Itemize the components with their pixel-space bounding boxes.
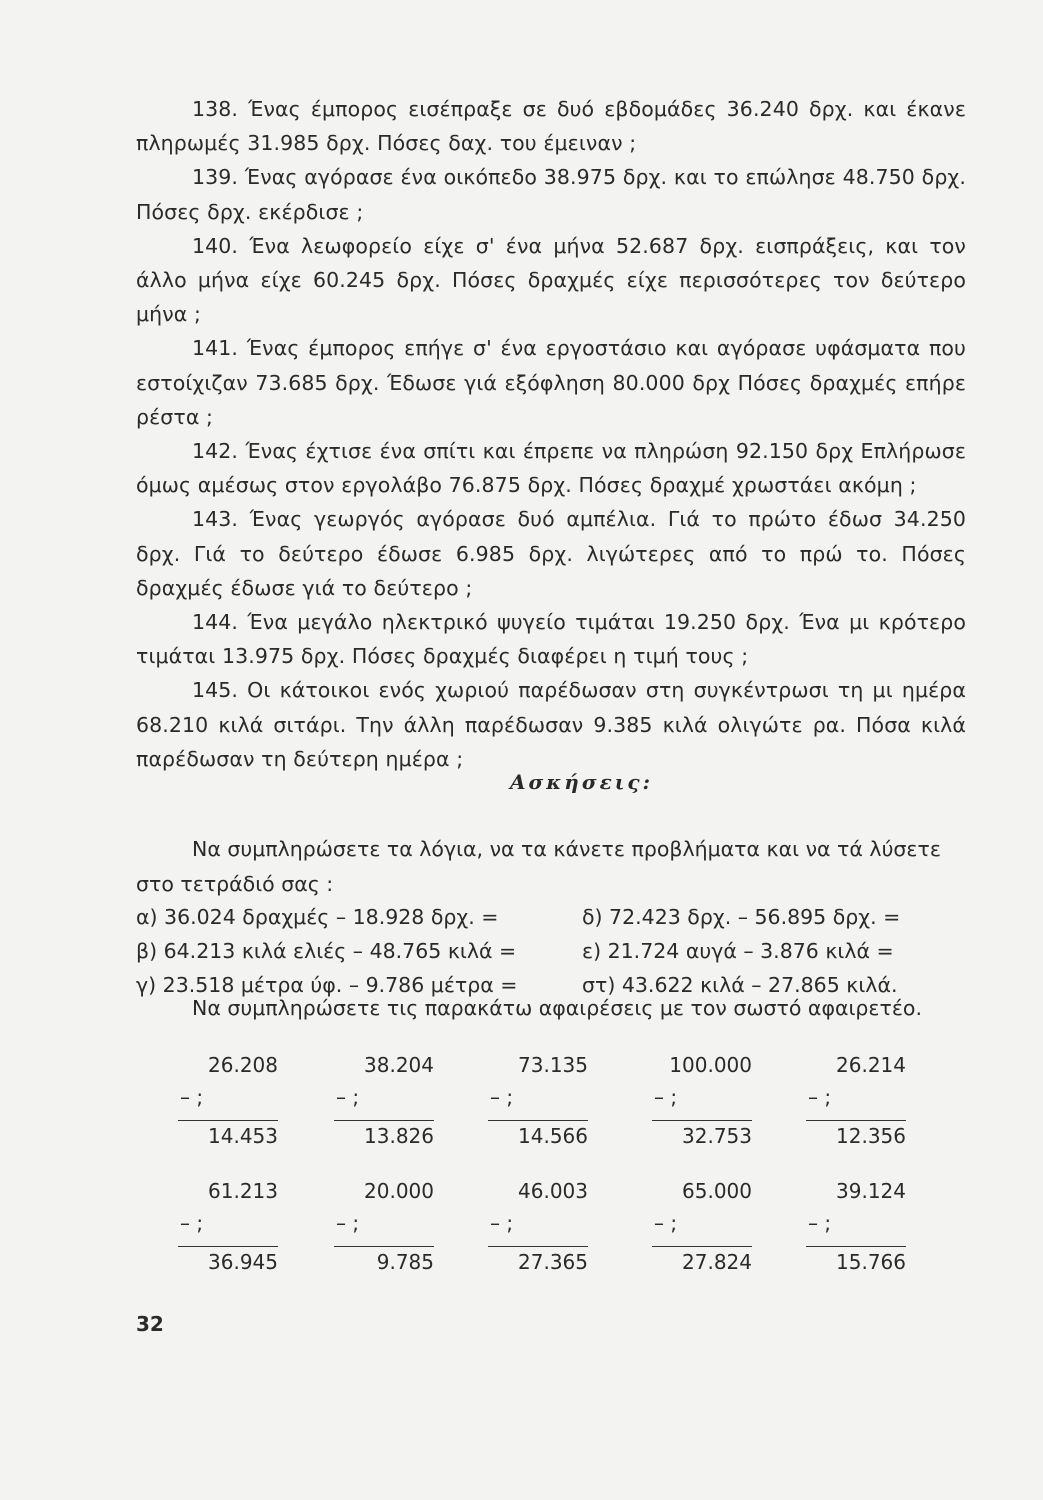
problems-section <box>136 92 966 776</box>
subtraction-problem <box>806 1050 906 1151</box>
subtraction-problem <box>178 1176 278 1277</box>
problem-142: 142. Ένας έχτισε ένα σπίτι και έπρεπε να πληρώση 92.150 δρχ Επλήρωσε όμως αμέσως στον εργολάβο 76.875 δρχ. Πόσες δραχμέ χρωστάει ακόμη ; <box>136 439 966 498</box>
difference: 9.785 <box>376 1250 434 1274</box>
minuend: 39.124 <box>836 1179 906 1203</box>
missing-subtrahend: – ; <box>336 1085 360 1109</box>
missing-subtrahend: – ; <box>808 1211 832 1235</box>
problem-140: 140. Ένα λεωφορείο είχε σ' ένα μήνα 52.687 δρχ. εισπράξεις, και τον άλλο μήνα είχε 60.245 δρχ. Πόσες δραχμές είχε περισσότερες τον δεύτερο μήνα ; <box>136 233 966 327</box>
minuend: 65.000 <box>682 1179 752 1203</box>
difference: 14.453 <box>208 1124 278 1148</box>
exercise-e: ε) 21.724 αυγά – 3.876 κιλά = <box>582 939 894 963</box>
subtraction-problem <box>652 1176 752 1277</box>
exercise-b: β) 64.213 κιλά ελιές – 48.765 κιλά = <box>136 939 517 963</box>
page-number: 32 <box>136 1312 164 1336</box>
subtraction-problem <box>488 1176 588 1277</box>
missing-subtrahend: – ; <box>654 1085 678 1109</box>
difference: 32.753 <box>682 1124 752 1148</box>
minuend: 100.000 <box>669 1053 752 1077</box>
minuend: 38.204 <box>364 1053 434 1077</box>
problem-139: 139. Ένας αγόρασε ένα οικόπεδο 38.975 δρχ. και το επώλησε 48.750 δρχ. Πόσες δρχ. εκέρδισε ; <box>136 165 966 224</box>
minuend: 61.213 <box>208 1179 278 1203</box>
minuend: 46.003 <box>518 1179 588 1203</box>
missing-subtrahend: – ; <box>808 1085 832 1109</box>
missing-subtrahend: – ; <box>180 1211 204 1235</box>
difference: 13.826 <box>364 1124 434 1148</box>
exercise-c: γ) 23.518 μέτρα ύφ. – 9.786 μέτρα = <box>136 973 518 997</box>
exercise-row <box>136 934 966 968</box>
problem-141: 141. Ένας έμπορος επήγε σ' ένα εργοστάσιο και αγόρασε υφάσματα που εστοίχιζαν 73.685 δρχ. Έδωσε γιά εξόφληση 80.000 δρχ Πόσες δραχμές επήρε ρέστα ; <box>136 336 966 429</box>
minuend: 20.000 <box>364 1179 434 1203</box>
minuend: 26.208 <box>208 1053 278 1077</box>
subtraction-problem <box>652 1050 752 1151</box>
missing-subtrahend: – ; <box>654 1211 678 1235</box>
missing-subtrahend: – ; <box>180 1085 204 1109</box>
instruction-complete-words <box>136 832 966 901</box>
instruction-2-text: Να συμπληρώσετε τις παρακάτω αφαιρέσεις με τον σωστό αφαιρετέο. <box>192 996 922 1020</box>
exercise-list <box>136 900 966 1002</box>
difference: 15.766 <box>836 1250 906 1274</box>
missing-subtrahend: – ; <box>490 1085 514 1109</box>
minuend: 26.214 <box>836 1053 906 1077</box>
problem-144: 144. Ένα μεγάλο ηλεκτρικό ψυγείο τιμάται 19.250 δρχ. Ένα μι κρότερο τιμάται 13.975 δρχ. Πόσες δραχμές διαφέρει η τιμή τους ; <box>136 610 966 669</box>
difference: 27.824 <box>682 1250 752 1274</box>
exercise-st: στ) 43.622 κιλά – 27.865 κιλά. <box>582 973 898 997</box>
subtraction-problem <box>334 1050 434 1151</box>
difference: 12.356 <box>836 1124 906 1148</box>
problem-138: 138. Ένας έμπορος εισέπραξε σε δυό εβδομάδες 36.240 δρχ. και έκανε πληρωμές 31.985 δρχ. Πόσες δαχ. του έμειναν ; <box>136 97 966 156</box>
subtraction-problem <box>334 1176 434 1277</box>
instruction-subtractions <box>136 990 966 1026</box>
instruction-1-text: Να συμπληρώσετε τα λόγια, να τα κάνετε προβλήματα και να τά λύσετε στο τετράδιό σας : <box>136 837 941 896</box>
problem-145: 145. Οι κάτοικοι ενός χωριού παρέδωσαν στη συγκέντρωσι τη μι ημέρα 68.210 κιλά σιτάρι. Την άλλη παρέδωσαν 9.385 κιλά ολιγώτε ρα. Πόσα κιλά παρέδωσαν τη δεύτερη ημέρα ; <box>136 678 966 771</box>
missing-subtrahend: – ; <box>490 1211 514 1235</box>
difference: 36.945 <box>208 1250 278 1274</box>
exercise-row <box>136 900 966 934</box>
exercise-d: δ) 72.423 δρχ. – 56.895 δρχ. = <box>582 905 901 929</box>
difference: 27.365 <box>518 1250 588 1274</box>
exercises-heading <box>0 770 1043 794</box>
subtraction-problem <box>488 1050 588 1151</box>
problem-143: 143. Ένας γεωργός αγόρασε δυό αμπέλια. Γιά το πρώτο έδωσ 34.250 δρχ. Γιά το δεύτερο έδωσε 6.985 δρχ. λιγώτερες από το πρώ το. Πόσες δραχμές έδωσε γιά το δεύτερο ; <box>136 507 966 600</box>
minuend: 73.135 <box>518 1053 588 1077</box>
missing-subtrahend: – ; <box>336 1211 360 1235</box>
exercise-a: α) 36.024 δραχμές – 18.928 δρχ. = <box>136 905 499 929</box>
subtraction-problem <box>806 1176 906 1277</box>
difference: 14.566 <box>518 1124 588 1148</box>
exercises-heading-text: Ασκήσεις: <box>510 770 653 794</box>
subtraction-problem <box>178 1050 278 1151</box>
